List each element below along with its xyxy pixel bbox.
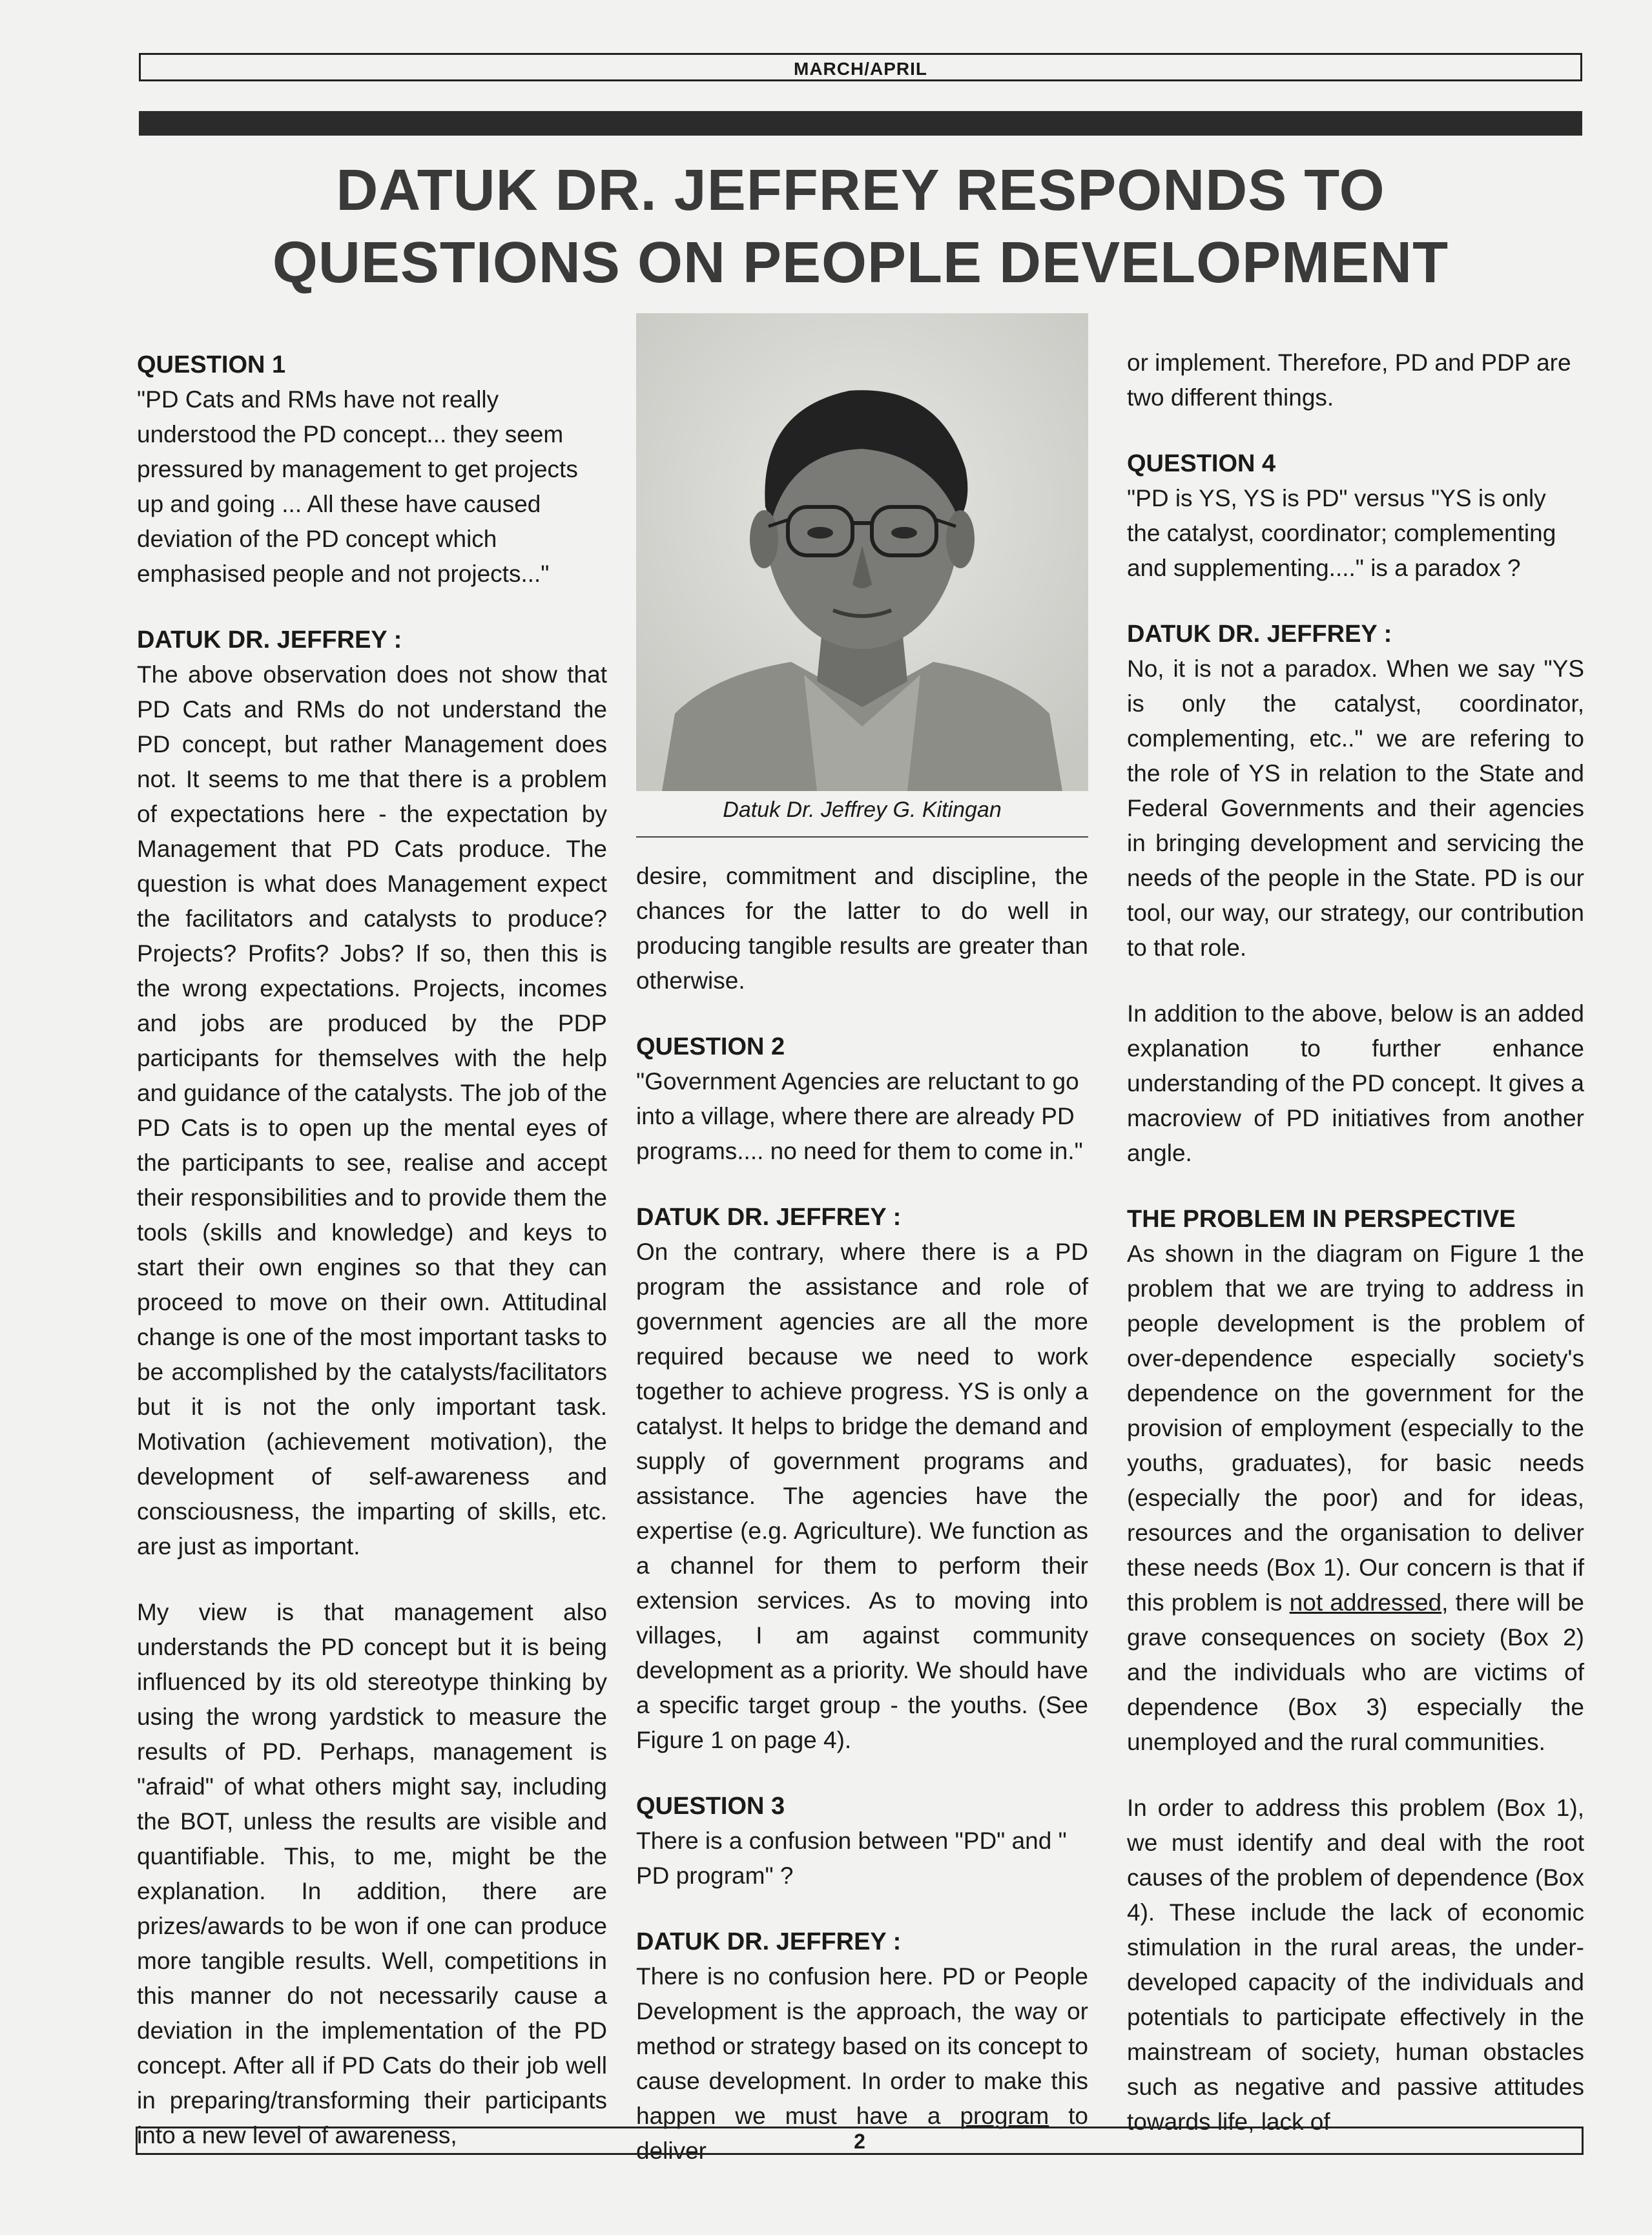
problem-underlined-phrase: not addressed xyxy=(1289,1589,1442,1616)
photo-caption: Datuk Dr. Jeffrey G. Kitingan xyxy=(723,798,1002,822)
question-3-text: There is a confusion between "PD" and " PD program" ? xyxy=(636,1828,1067,1889)
problem-text-post: , there will be grave consequences on society (Box 2) and the individuals who are victims of dependence (Box 3) especially the unemployed and the rural communities. xyxy=(1127,1589,1584,1755)
question-3-heading: QUESTION 3 xyxy=(636,1793,785,1820)
issue-label: MARCH/APRIL xyxy=(794,59,927,79)
answer-4-text: No, it is not a paradox. When we say "YS is only the catalyst, coordinator, complementing, etc.." we are refering to the role of YS in relation to the State and Federal Governments and their agencies in bringing development and servicing the needs of the people in the State. PD is our tool, our way, our strategy, our contribution to that role. xyxy=(1127,655,1584,961)
problem-perspective-text xyxy=(1127,1237,1584,1760)
problem-text-pre: As shown in the diagram on Figure 1 the problem that we are trying to address in people development is the problem of over-dependence especially society's dependence on the government for the provision of employment (especially to the youths, graduates), for basic needs (especially the poor) and for ideas, resources and the organisation to deliver these needs (Box 1). Our concern is that if this problem is xyxy=(1127,1241,1584,1616)
column-middle xyxy=(636,859,1088,2199)
answer-1-text-2: My view is that management also understands the PD concept but it is being influenced by its old stereotype thinking by using the wrong yardstick to measure the results of PD. Perhaps, management is "afraid" of what others might say, including the BOT, unless the results are visible and quantifiable. This, to me, might be the explanation. In addition, there are prizes/awards to be won if one can produce more tangible results. Well, competitions in this manner do not necessarily cause a deviation in the implementation of the PD concept. After all if PD Cats do their job well in preparing/transforming their participants into a new level of awareness, xyxy=(137,1599,607,2148)
column-left xyxy=(137,347,607,2184)
problem-perspective-heading: THE PROBLEM IN PERSPECTIVE xyxy=(1127,1206,1516,1233)
question-2-text: "Government Agencies are reluctant to go into a village, where there are already PD programs.... no need for them to come in." xyxy=(636,1068,1083,1164)
article-title-line-1: DATUK DR. JEFFREY RESPONDS TO xyxy=(336,158,1385,223)
article-title-line-2: QUESTIONS ON PEOPLE DEVELOPMENT xyxy=(272,231,1449,295)
caption-divider xyxy=(636,836,1088,838)
answer-4-heading: DATUK DR. JEFFREY : xyxy=(1127,621,1392,648)
issue-header-box xyxy=(139,53,1582,81)
question-4-heading: QUESTION 4 xyxy=(1127,450,1276,477)
answer-3-text-pre: There is no confusion here. PD or People Development is the approach, the way or method or strategy based on its concept to cause development. In order to make this happen we must have a xyxy=(636,1963,1088,2129)
page-footer-box xyxy=(136,2127,1584,2155)
page-number: 2 xyxy=(854,2130,865,2153)
answer-1-heading: DATUK DR. JEFFREY : xyxy=(137,626,402,654)
question-1-text: "PD Cats and RMs have not really understood the PD concept... they seem pressured by management to get projects up and going ... All these have caused deviation of the PD concept which emphasised people and not projects..." xyxy=(137,386,578,587)
question-4-text: "PD is YS, YS is PD" versus "YS is only the catalyst, coordinator; complementing and supplementing...." is a paradox ? xyxy=(1127,485,1556,581)
header-rule-bar xyxy=(139,111,1582,136)
answer-3-text-post: to deliver xyxy=(636,2103,1089,2164)
column-right xyxy=(1127,345,1584,2170)
address-problem-text: In order to address this problem (Box 1), we must identify and deal with the root causes of the problem of dependence (Box 4). These include the lack of economic stimulation in the rural areas, the under- developed capacity of the individuals and potentials to participate effectively in the mainstream of society, human obstacles such as negative and passive attitudes towards life, lack of xyxy=(1127,1795,1584,2135)
added-explanation-text: In addition to the above, below is an added explanation to further enhance understanding of the PD concept. It gives a macroview of PD initiatives from another angle. xyxy=(1127,1000,1584,1166)
answer-3-heading: DATUK DR. JEFFREY : xyxy=(636,1928,902,1955)
question-2-heading: QUESTION 2 xyxy=(636,1033,785,1060)
answer-1-text: The above observation does not show that PD Cats and RMs do not understand the PD concept, but rather Management does not. It seems to me that there is a problem of expectations here - the expectation by Management that PD Cats produce. The question is what does Management expect the facilitators and catalysts to produce? Projects? Profits? Jobs? If so, then this is the wrong expectations. Projects, incomes and jobs are produced by the PDP participants for themselves with the help and guidance of the catalysts. The job of the PD Cats is to open up the mental eyes of the participants to see, realise and accept their responsibilities and to provide them the tools (skills and knowledge) and keys to start their own engines so that they can proceed to move on their own. Attitudinal change is one of the most important tasks to be accomplished by the catalysts/facilitators but it is not the only important task. Motivation (achievement motivation), the development of self-awareness and consciousness, the imparting of skills, etc. are just as important. xyxy=(137,661,607,1560)
answer-2-text: On the contrary, where there is a PD program the assistance and role of government agencies are all the more required because we need to work together to achieve progress. YS is only a catalyst. It helps to bridge the demand and supply of government programs and assistance. The agencies have the expertise (e.g. Agriculture). We function as a channel for them to perform their extension services. As to moving into villages, I am against community development as a priority. We should have a specific target group - the youths. (See Figure 1 on page 4). xyxy=(636,1239,1088,1753)
answer-2-heading: DATUK DR. JEFFREY : xyxy=(636,1204,902,1231)
answer-3-continued: or implement. Therefore, PD and PDP are two different things. xyxy=(1127,349,1571,411)
portrait-illustration xyxy=(636,313,1088,791)
question-1-heading: QUESTION 1 xyxy=(137,351,286,378)
portrait-photo xyxy=(636,313,1088,791)
answer-1-continued: desire, commitment and discipline, the chances for the latter to do well in producing tangible results are greater than otherwise. xyxy=(636,863,1088,994)
answer-3-underlined-word: program xyxy=(960,2103,1049,2129)
